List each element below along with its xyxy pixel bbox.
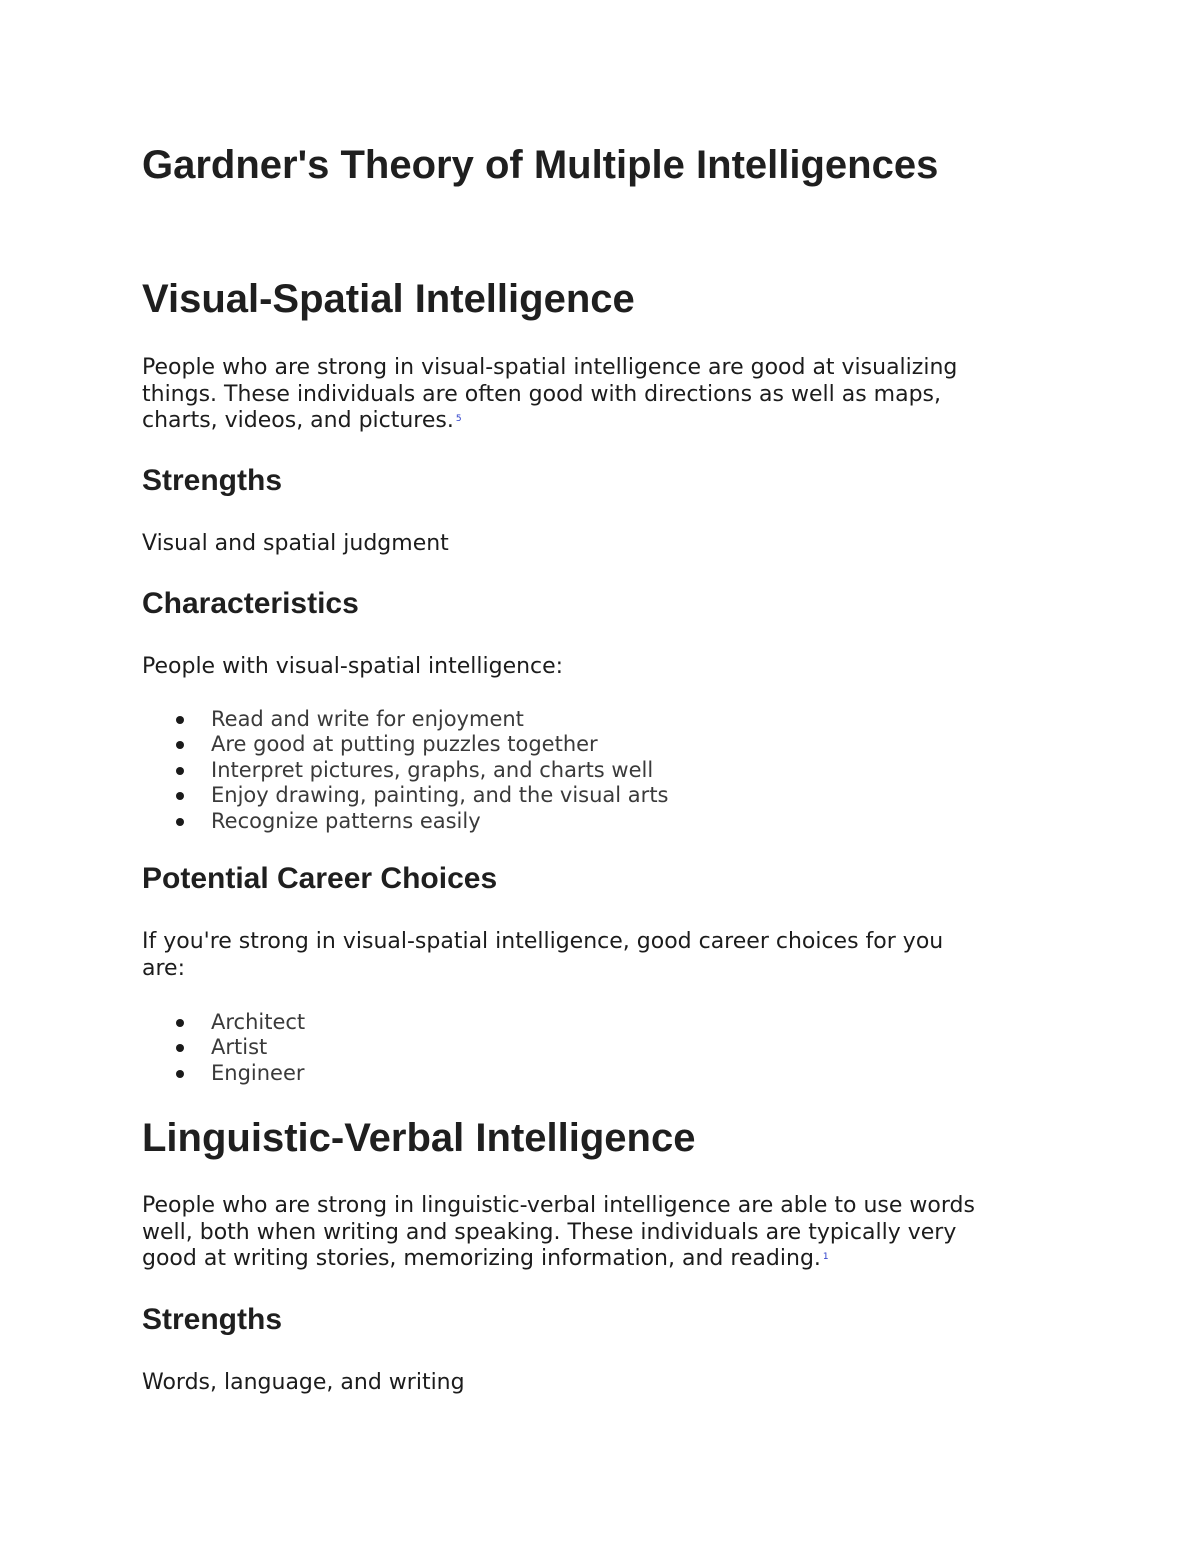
list-item: Architect [142,1010,305,1035]
visual-intro-line-1: People who are strong in visual-spatial intelligence are good at visualizing [142,355,958,380]
list-item: Recognize patterns easily [142,809,669,834]
careers-intro-line-2: are: [142,955,185,981]
visual-strengths-text: Visual and spatial judgment [142,531,449,556]
linguistic-intro-line-2: well, both when writing and speaking. These individuals are typically very [142,1219,957,1245]
visual-strengths-heading: Strengths [142,464,283,497]
bullet-icon [176,1044,184,1052]
linguistic-verbal-heading: Linguistic-Verbal Intelligence [142,1116,696,1160]
linguistic-intro-line-3-text: good at writing stories, memorizing information, and reading. [142,1246,821,1271]
list-item: Engineer [142,1061,305,1086]
document-title: Gardner's Theory of Multiple Intelligences [142,143,939,187]
list-item: Enjoy drawing, painting, and the visual arts [142,783,669,808]
linguistic-intro-line-1: People who are strong in linguistic-verbal intelligence are able to use words [142,1193,975,1218]
bullet-icon [176,741,184,749]
linguistic-intro-line-3 [142,1246,975,1273]
linguistic-strengths-heading: Strengths [142,1303,283,1336]
linguistic-strengths-text: Words, language, and writing [142,1370,465,1395]
visual-intro-line-3-text: charts, videos, and pictures. [142,408,454,433]
visual-careers-heading: Potential Career Choices [142,862,498,895]
visual-characteristics-intro: People with visual-spatial intelligence: [142,654,564,679]
visual-careers-intro [142,929,943,982]
careers-intro-line-1: If you're strong in visual-spatial intelligence, good career choices for you [142,929,944,954]
list-item: Artist [142,1035,305,1060]
visual-spatial-heading: Visual-Spatial Intelligence [142,277,635,321]
list-item: Are good at putting puzzles together [142,732,669,757]
visual-characteristics-list [142,707,669,834]
visual-intro-line-3 [142,408,957,435]
visual-characteristics-heading: Characteristics [142,587,359,620]
bullet-icon [176,1019,184,1027]
bullet-icon [176,1070,184,1078]
linguistic-intro-citation-link[interactable]: 1 [822,1252,829,1262]
bullet-icon [176,818,184,826]
bullet-icon [176,792,184,800]
visual-intro-citation-link[interactable]: 5 [455,414,462,424]
bullet-icon [176,716,184,724]
list-item: Read and write for enjoyment [142,707,669,732]
list-item: Interpret pictures, graphs, and charts well [142,758,669,783]
linguistic-verbal-intro [142,1193,975,1273]
bullet-icon [176,767,184,775]
visual-careers-list [142,1010,305,1086]
visual-spatial-intro [142,355,957,435]
visual-intro-line-2: things. These individuals are often good with directions as well as maps, [142,381,941,407]
